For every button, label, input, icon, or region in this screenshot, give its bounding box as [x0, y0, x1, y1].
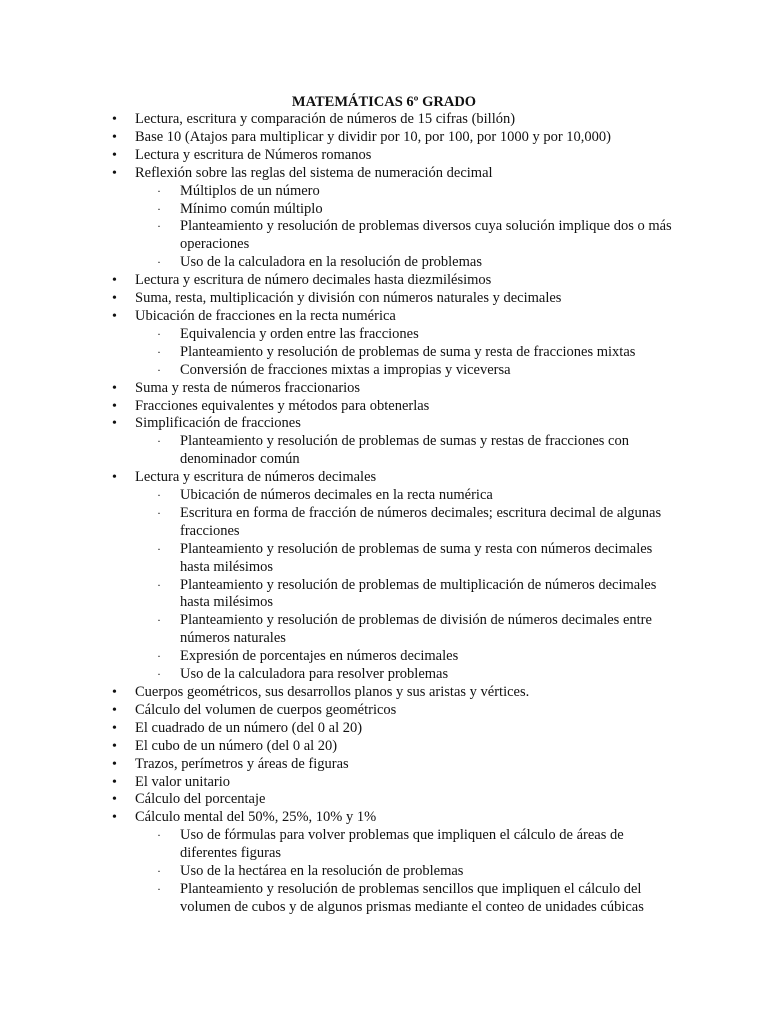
list-item-text: Lectura y escritura de Números romanos: [135, 146, 372, 163]
list-item-text: Uso de la calculadora en la resolución de problemas: [180, 254, 482, 271]
sub-bullet-icon: ·: [157, 344, 161, 359]
list-item-text: Suma y resta de números fraccionarios: [135, 379, 361, 396]
list-item-text: Cálculo mental del 50%, 25%, 10% y 1%: [135, 809, 377, 826]
list-item-text: Conversión de fracciones mixtas a impropias y viceversa: [180, 361, 511, 378]
list-item: [0, 290, 768, 308]
sub-bullet-icon: ·: [157, 255, 161, 270]
list-item-text: Ubicación de fracciones en la recta numérica: [135, 307, 396, 324]
bullet-icon: •: [112, 702, 117, 718]
list-item: [0, 380, 768, 398]
topic-list: [0, 111, 768, 917]
list-item-text: Planteamiento y resolución de problemas de división de números decimales entre números naturales: [180, 612, 652, 647]
list-item-text: Planteamiento y resolución de problemas de multiplicación de números decimales hasta milésimos: [180, 576, 657, 611]
list-item-text: Equivalencia y orden entre las fracciones: [180, 325, 419, 342]
bullet-icon: •: [112, 380, 117, 396]
list-item-text: Uso de fórmulas para volver problemas que impliquen el cálculo de áreas de diferentes figuras: [180, 827, 624, 862]
bullet-icon: •: [112, 273, 117, 289]
list-item: [0, 147, 768, 165]
sub-bullet-icon: ·: [157, 828, 161, 843]
list-item-text: Planteamiento y resolución de problemas de sumas y restas de fracciones con denominador común: [180, 433, 629, 468]
sub-bullet-icon: ·: [157, 362, 161, 377]
list-item-text: El valor unitario: [135, 773, 231, 790]
list-item-text: Planteamiento y resolución de problemas de suma y resta con números decimales hasta milésimos: [180, 540, 653, 575]
list-item: [0, 774, 768, 792]
list-item-text: Lectura y escritura de número decimales hasta diezmilésimos: [135, 272, 492, 289]
list-item-text: Base 10 (Atajos para multiplicar y dividir por 10, por 100, por 1000 y por 10,000): [135, 128, 612, 145]
sub-list-item: [0, 218, 768, 254]
sub-list-item: [0, 201, 768, 219]
list-item-text: Simplificación de fracciones: [135, 415, 301, 432]
sub-bullet-icon: ·: [157, 434, 161, 449]
sub-bullet-icon: ·: [157, 219, 161, 234]
list-item-text: Escritura en forma de fracción de números decimales; escritura decimal de algunas fracciones: [180, 504, 662, 539]
bullet-icon: •: [112, 720, 117, 736]
list-item: [0, 791, 768, 809]
list-item-text: Planteamiento y resolución de problemas diversos cuya solución implique dos o más operaciones: [180, 218, 672, 253]
list-item-text: Trazos, perímetros y áreas de figuras: [135, 755, 349, 772]
bullet-icon: •: [112, 112, 117, 127]
document-title: MATEMÁTICAS 6º GRADO: [291, 94, 477, 110]
sub-list-item: [0, 863, 768, 881]
list-item: [0, 129, 768, 147]
sub-bullet-icon: ·: [157, 649, 161, 664]
sub-bullet-icon: ·: [157, 326, 161, 341]
list-item: [0, 469, 768, 487]
bullet-icon: •: [112, 774, 117, 790]
list-item: [0, 415, 768, 433]
sub-list-item: [0, 881, 768, 917]
sub-list-item: [0, 648, 768, 666]
list-item: [0, 272, 768, 290]
list-item-text: Suma, resta, multiplicación y división con números naturales y decimales: [135, 290, 562, 307]
bullet-icon: •: [112, 756, 117, 772]
list-item-text: Fracciones equivalentes y métodos para obtenerlas: [135, 397, 430, 414]
list-item-text: Lectura, escritura y comparación de números de 15 cifras (billón): [135, 111, 516, 127]
list-item: [0, 702, 768, 720]
bullet-icon: •: [112, 308, 117, 324]
list-item: [0, 720, 768, 738]
list-item-text: Lectura y escritura de números decimales: [135, 469, 377, 486]
bullet-icon: •: [112, 165, 117, 181]
bullet-icon: •: [112, 416, 117, 432]
list-item-text: Ubicación de números decimales en la recta numérica: [180, 487, 493, 504]
list-item-text: Cuerpos geométricos, sus desarrollos planos y sus aristas y vértices.: [135, 684, 530, 700]
sub-bullet-icon: ·: [157, 541, 161, 556]
list-item-text: Expresión de porcentajes en números decimales: [180, 648, 459, 665]
bullet-icon: •: [112, 147, 117, 163]
bullet-icon: •: [112, 398, 117, 414]
sub-list-item: [0, 541, 768, 577]
sub-list-item: [0, 577, 768, 613]
sub-list-item: [0, 487, 768, 505]
bullet-icon: •: [112, 291, 117, 307]
list-item: [0, 308, 768, 326]
sub-bullet-icon: ·: [157, 577, 161, 592]
list-item: [0, 398, 768, 416]
list-item-text: Uso de la calculadora para resolver problemas: [180, 666, 449, 683]
list-item-text: Múltiplos de un número: [180, 182, 320, 199]
sub-list-item: [0, 433, 768, 469]
list-item-text: Planteamiento y resolución de problemas sencillos que impliquen el cálculo del volumen de cubos y de algunos prismas mediante el conteo de unidades cúbicas: [180, 880, 644, 915]
bullet-icon: •: [112, 470, 117, 486]
list-item-text: El cuadrado de un número (del 0 al 20): [135, 719, 363, 736]
list-item-text: Planteamiento y resolución de problemas de suma y resta de fracciones mixtas: [180, 343, 636, 360]
list-item-text: Reflexión sobre las reglas del sistema de numeración decimal: [135, 164, 493, 181]
bullet-icon: •: [112, 685, 117, 700]
list-item-text: Cálculo del porcentaje: [135, 791, 266, 808]
list-item: [0, 111, 768, 129]
sub-bullet-icon: ·: [157, 201, 161, 216]
sub-bullet-icon: ·: [157, 183, 161, 198]
sub-list-item: [0, 362, 768, 380]
sub-list-item: [0, 326, 768, 344]
sub-list-item: [0, 183, 768, 201]
sub-list-item: [0, 505, 768, 541]
sub-list-item: [0, 827, 768, 863]
sub-bullet-icon: ·: [157, 864, 161, 879]
list-item: [0, 684, 768, 702]
list-item-text: Mínimo común múltiplo: [180, 200, 323, 217]
sub-bullet-icon: ·: [157, 667, 161, 682]
list-item-text: El cubo de un número (del 0 al 20): [135, 737, 338, 754]
sub-bullet-icon: ·: [157, 881, 161, 896]
list-item-text: Cálculo del volumen de cuerpos geométricos: [135, 701, 397, 718]
bullet-icon: •: [112, 810, 117, 826]
sub-bullet-icon: ·: [157, 505, 161, 520]
sub-list-item: [0, 344, 768, 362]
bullet-icon: •: [112, 792, 117, 808]
list-item: [0, 756, 768, 774]
bullet-icon: •: [112, 738, 117, 754]
sub-list-item: [0, 612, 768, 648]
sub-list-item: [0, 666, 768, 684]
list-item: [0, 738, 768, 756]
bullet-icon: •: [112, 129, 117, 145]
list-item: [0, 165, 768, 183]
sub-bullet-icon: ·: [157, 613, 161, 628]
sub-list-item: [0, 254, 768, 272]
list-item: [0, 809, 768, 827]
list-item-text: Uso de la hectárea en la resolución de problemas: [180, 863, 464, 880]
sub-bullet-icon: ·: [157, 488, 161, 503]
